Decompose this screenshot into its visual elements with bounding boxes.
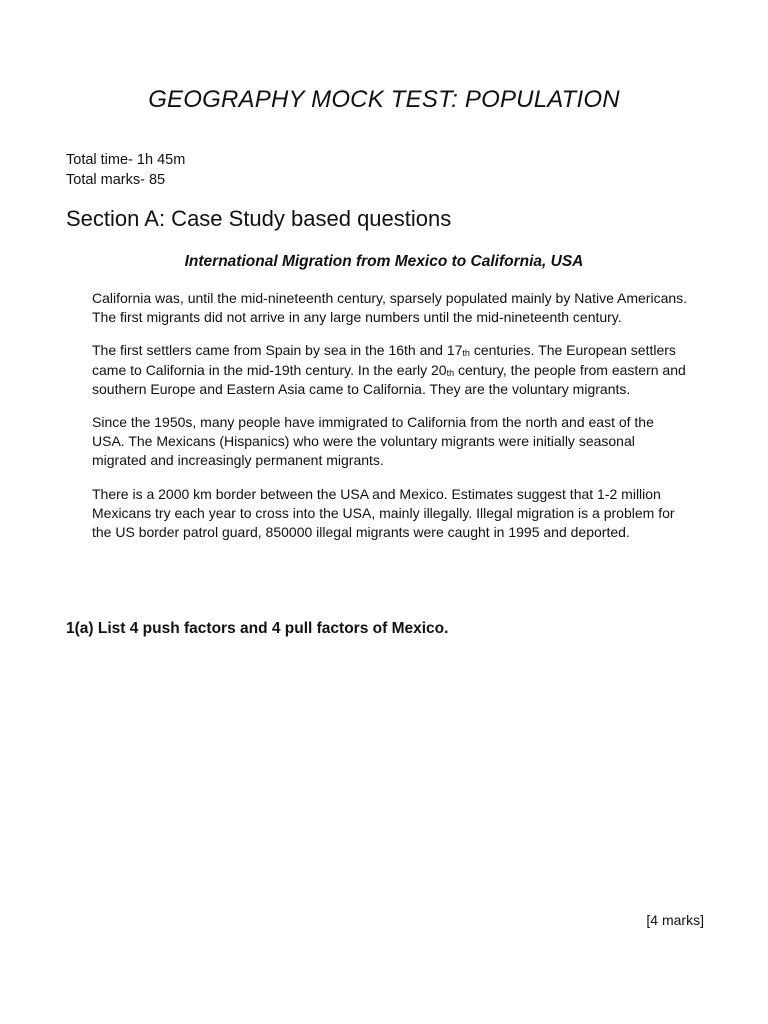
page-title: GEOGRAPHY MOCK TEST: POPULATION: [148, 86, 620, 113]
ordinal-suffix: th: [446, 367, 455, 378]
paragraph-2-part-a: The first settlers came from Spain by sea in the 16th and 17: [92, 342, 463, 359]
paragraph-2-part-b: centuries. The European settlers came to California in the mid-19th century. In the early 20: [92, 342, 676, 378]
paragraph-2-part-c: century, the people from eastern and southern Europe and Eastern Asia came to California. They are the voluntary migrants.: [92, 361, 686, 397]
marks-label: [4 marks]: [646, 912, 704, 928]
paragraph-4: There is a 2000 km border between the USA and Mexico. Estimates suggest that 1-2 million Mexicans try each year to cross into the USA, mainly illegally. Illegal migration is a problem for the US border patrol guard, 850000 illegal migrants were caught in 1995 and deported.: [92, 485, 675, 541]
section-heading: Section A: Case Study based questions: [66, 206, 452, 231]
total-time: Total time- 1h 45m: [66, 152, 186, 168]
total-marks: Total marks- 85: [66, 172, 166, 188]
paragraph-3: Since the 1950s, many people have immigrated to California from the north and east of the USA. The Mexicans (Hispanics) who were the voluntary migrants were initially seasonal migrated and increasingly permanent migrants.: [92, 414, 654, 469]
paragraph-2: [92, 341, 688, 399]
question-1a: [66, 620, 448, 638]
case-study-body: [92, 289, 688, 556]
question-text: List 4 push factors and 4 pull factors of Mexico.: [93, 620, 449, 637]
ordinal-suffix: th: [462, 348, 470, 359]
question-number: 1(a): [66, 620, 94, 637]
paragraph-1: California was, until the mid-nineteenth century, sparsely populated mainly by Native Americans. The first migrants did not arrive in any large numbers until the mid-nineteenth century.: [92, 290, 688, 326]
case-study-title: International Migration from Mexico to California, USA: [184, 253, 584, 270]
test-meta: [66, 150, 185, 190]
